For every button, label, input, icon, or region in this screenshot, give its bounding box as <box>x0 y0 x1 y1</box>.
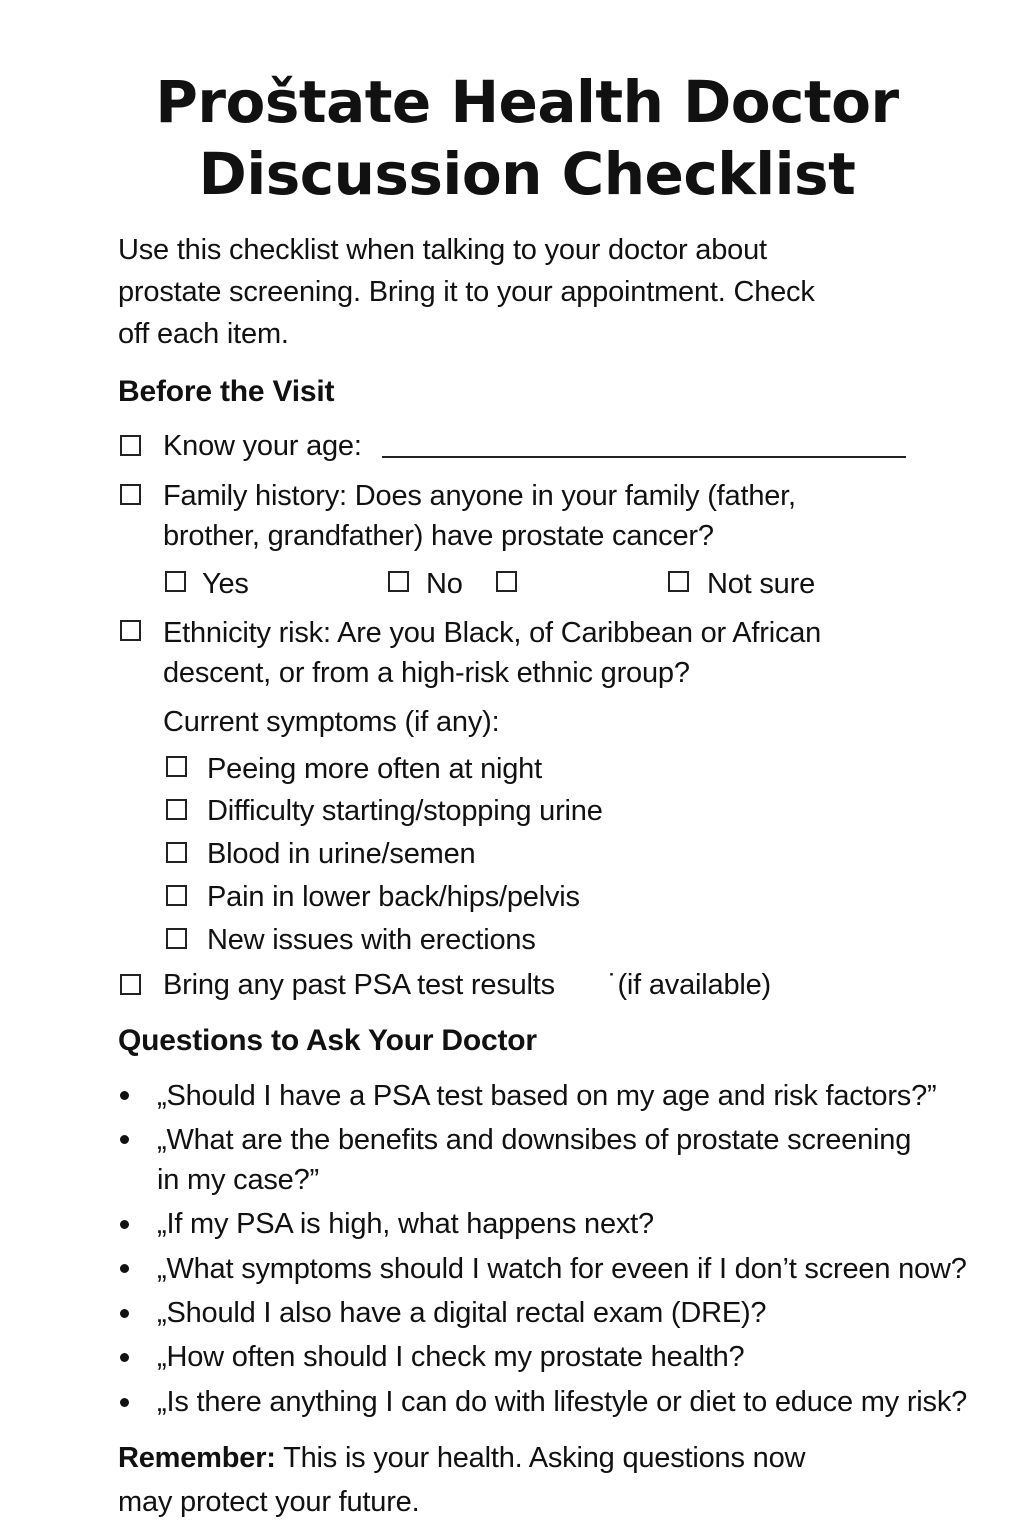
bullet-icon <box>120 1135 129 1144</box>
symptom-label: Blood in urine/semen <box>207 838 476 870</box>
question-item-continuation: in my case?” <box>157 1164 319 1196</box>
family-history-line-2: brother, grandfather) have prostate cancer? <box>163 520 714 552</box>
intro-paragraph <box>118 229 918 355</box>
family-history-yes-label: Yes <box>202 568 249 600</box>
question-item: „If my PSA is high, what happens next? <box>157 1208 654 1240</box>
psa-results-label: Bring any past PSA test results <box>163 969 555 1001</box>
question-item: „What symptoms should I watch for eveen if I don’t screen now? <box>157 1253 967 1285</box>
symptom-label: Difficulty starting/stopping urine <box>207 795 603 827</box>
remember-line-1 <box>118 1436 938 1480</box>
age-label: Know your age: <box>163 430 362 462</box>
symptom-checkbox[interactable] <box>166 842 187 863</box>
intro-line-3: off each item. <box>118 318 289 350</box>
symptoms-label: Current symptoms (if any): <box>163 706 500 738</box>
before-visit-heading: Before the Visit <box>118 375 335 408</box>
symptom-checkbox[interactable] <box>166 885 187 906</box>
symptom-label: Peeing more often at night <box>207 753 542 785</box>
family-history-line-1: Family history: Does anyone in your family (father, <box>163 480 796 512</box>
family-history-no-checkbox[interactable] <box>388 571 409 592</box>
family-history-not-sure-label: Not sure <box>707 568 815 600</box>
question-item: „How often should I check my prostate health? <box>157 1341 745 1373</box>
bullet-icon <box>120 1398 129 1407</box>
family-history-no-label: No <box>426 568 463 600</box>
symptom-label: Pain in lower back/hips/pelvis <box>207 881 580 913</box>
question-item: „What are the benefits and downsibes of prostate screening <box>157 1124 912 1156</box>
age-input-line[interactable] <box>382 456 906 458</box>
psa-results-checkbox[interactable] <box>120 974 141 995</box>
questions-heading: Questions to Ask Your Doctor <box>118 1024 537 1057</box>
ethnicity-line-2: descent, or from a high-risk ethnic group? <box>163 657 690 689</box>
bullet-icon <box>120 1091 129 1100</box>
bullet-icon <box>120 1353 129 1362</box>
intro-line-1: Use this checklist when talking to your doctor about <box>118 234 767 266</box>
remember-text: This is your health. Asking questions now <box>275 1442 806 1474</box>
page-title <box>0 66 1024 210</box>
family-history-checkbox[interactable] <box>120 484 141 505</box>
page-title-line-1: Proštate Health Doctor <box>155 68 899 136</box>
ethnicity-checkbox[interactable] <box>120 620 141 641</box>
bullet-icon <box>120 1264 129 1273</box>
family-history-extra-checkbox[interactable] <box>496 571 517 592</box>
symptom-checkbox[interactable] <box>166 756 187 777</box>
bullet-icon <box>120 1309 129 1318</box>
question-item: „Is there anything I can do with lifestyle or diet to educe my risk? <box>157 1386 968 1418</box>
age-checkbox[interactable] <box>120 435 141 456</box>
psa-results-note: ˙(if available) <box>608 969 771 1001</box>
symptom-checkbox[interactable] <box>166 928 187 949</box>
remember-line-2: may protect your future. <box>118 1486 420 1518</box>
remember-note <box>118 1436 938 1524</box>
remember-label: Remember: <box>118 1442 276 1474</box>
intro-line-2: prostate screening. Bring it to your appointment. Check <box>118 276 815 308</box>
page-title-line-2: Discussion Checklist <box>198 140 856 208</box>
question-item: „Should I have a PSA test based on my age and risk factors?” <box>157 1080 937 1112</box>
family-history-not-sure-checkbox[interactable] <box>668 571 689 592</box>
family-history-yes-checkbox[interactable] <box>165 571 186 592</box>
question-item: „Should I also have a digital rectal exam (DRE)? <box>157 1297 767 1329</box>
bullet-icon <box>120 1220 129 1229</box>
symptom-checkbox[interactable] <box>166 799 187 820</box>
symptom-label: New issues with erections <box>207 924 536 956</box>
ethnicity-line-1: Ethnicity risk: Are you Black, of Caribbean or African <box>163 617 822 649</box>
